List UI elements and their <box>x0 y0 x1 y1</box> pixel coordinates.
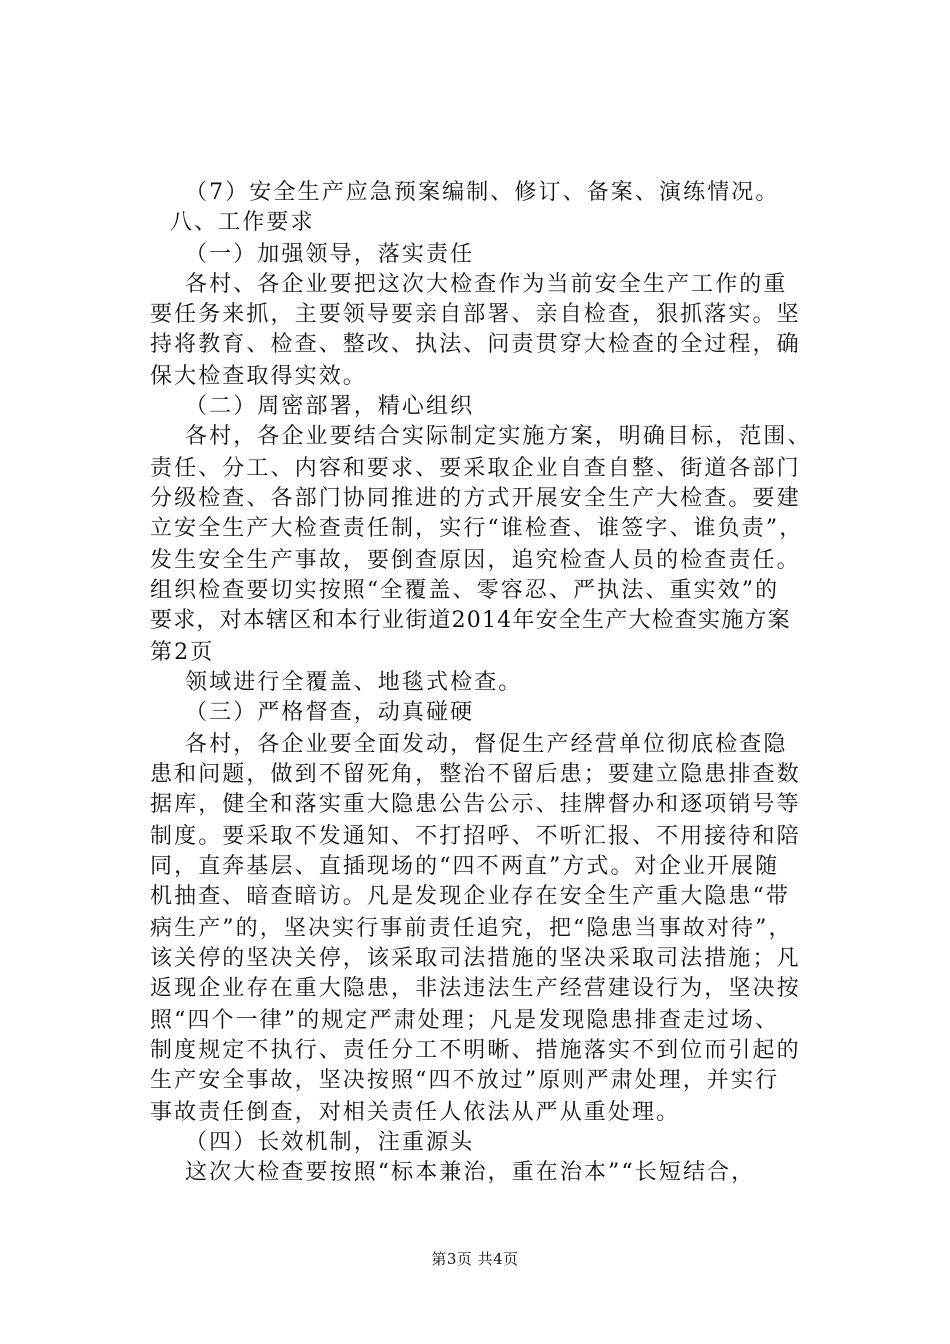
paragraph-line: 制度。要采取不发通知、不打招呼、不听汇报、不用接待和陪 <box>150 824 801 849</box>
paragraph-line: 分级检查、各部门协同推进的方式开展安全生产大检查。要建 <box>150 486 801 511</box>
paragraph-line: 领域进行全覆盖、地毯式检查。 <box>185 670 523 695</box>
list-item-7: （7）安全生产应急预案编制、修订、备案、演练情况。 <box>185 180 780 205</box>
paragraph-line: 各村、各企业要把这次大检查作为当前安全生产工作的重 <box>185 272 788 297</box>
paragraph-line: 保大检查取得实效。 <box>150 364 367 389</box>
subsection-heading-1: （一）加强领导，落实责任 <box>185 242 475 267</box>
paragraph-line: 组织检查要切实按照“全覆盖、零容忍、严执法、重实效”的 <box>150 578 780 603</box>
paragraph-line: 立安全生产大检查责任制，实行“谁检查、谁签字、谁负责”， <box>150 516 804 541</box>
subsection-heading-4: （四）长效机制，注重源头 <box>185 1130 475 1155</box>
paragraph-line: 患和问题，做到不留死角，整治不留后患；要建立隐患排查数 <box>150 762 801 787</box>
page-footer: 第3页 共4页 <box>431 1250 519 1268</box>
paragraph-line: 责任、分工、内容和要求、要采取企业自查自整、街道各部门 <box>150 456 801 481</box>
subsection-heading-3: （三）严格督查，动真碰硬 <box>185 700 475 725</box>
page-marker: 第2页 <box>150 640 215 665</box>
paragraph-line: 机抽查、暗查暗访。凡是发现企业存在安全生产重大隐患“带 <box>150 884 790 909</box>
paragraph-line: 各村，各企业要全面发动，督促生产经营单位彻底检查隐 <box>185 732 788 757</box>
paragraph-line: 该关停的坚决关停，该采取司法措施的坚决采取司法措施；凡 <box>150 946 801 971</box>
paragraph-line: 病生产”的，坚决实行事前责任追究，把“隐患当事故对待”， <box>150 916 793 941</box>
paragraph-line: 同，直奔基层、直插现场的“四不两直”方式。对企业开展随 <box>150 854 780 879</box>
paragraph-line: 制度规定不执行、责任分工不明晰、措施落实不到位而引起的 <box>150 1038 801 1063</box>
paragraph-line: 这次大检查要按照“标本兼治，重在治本”“长短结合， <box>185 1160 756 1185</box>
paragraph-line: 各村，各企业要结合实际制定实施方案，明确目标，范围、 <box>185 424 812 449</box>
paragraph-line: 返现企业存在重大隐患，非法违法生产经营建设行为，坚决按 <box>150 976 801 1001</box>
paragraph-line: 要求，对本辖区和本行业街道2014年安全生产大检查实施方案 <box>150 608 791 633</box>
paragraph-line: 照“四个一律”的规定严肃处理；凡是发现隐患排查走过场、 <box>150 1008 780 1033</box>
paragraph-line: 据库，健全和落实重大隐患公告公示、挂牌督办和逐项销号等 <box>150 792 801 817</box>
subsection-heading-2: （二）周密部署，精心组织 <box>185 394 475 419</box>
paragraph-line: 要任务来抓，主要领导要亲自部署、亲自检查，狠抓落实。坚 <box>150 302 801 327</box>
paragraph-line: 生产安全事故，坚决按照“四不放过”原则严肃处理，并实行 <box>150 1068 780 1093</box>
paragraph-line: 事故责任倒查，对相关责任人依法从严从重处理。 <box>150 1100 681 1125</box>
paragraph-line: 发生安全生产事故，要倒查原因，追究检查人员的检查责任。 <box>150 548 801 573</box>
paragraph-line: 持将教育、检查、整改、执法、问责贯穿大检查的全过程，确 <box>150 332 801 357</box>
section-heading-8: 八、工作要求 <box>170 210 315 235</box>
